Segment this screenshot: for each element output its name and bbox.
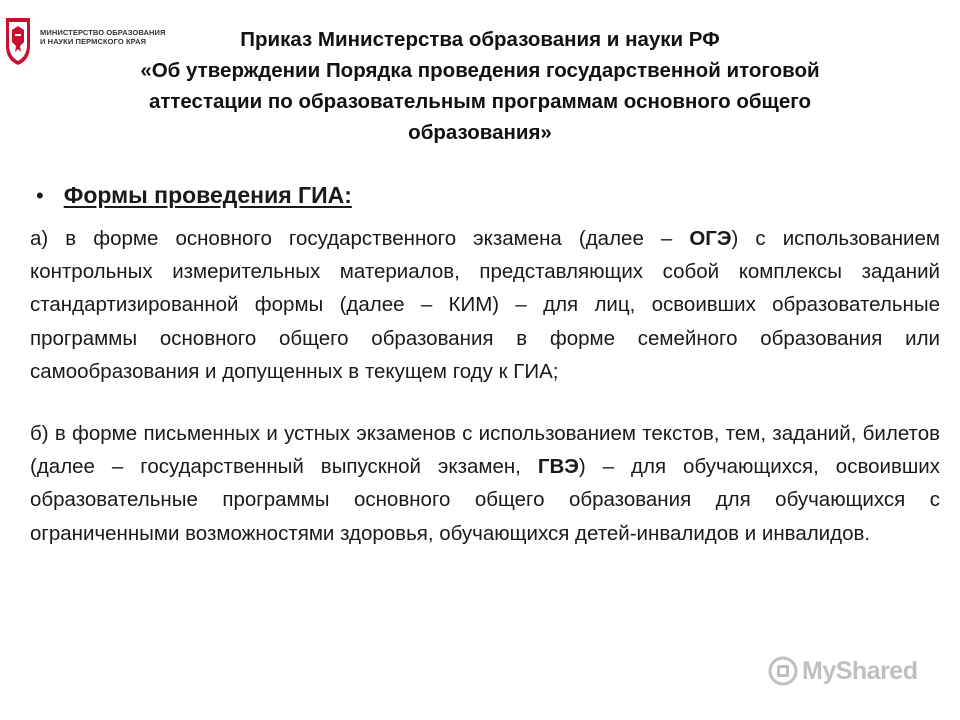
ministry-name-line2: И НАУКИ ПЕРМСКОГО КРАЯ xyxy=(40,37,147,46)
title-line-1: Приказ Министерства образования и науки РФ xyxy=(240,28,720,51)
title-line-4: образования» xyxy=(408,121,552,144)
page-title xyxy=(60,24,900,148)
title-line-3: аттестации по образовательным программам основного общего xyxy=(148,90,812,113)
oge-abbreviation: ОГЭ xyxy=(689,227,732,250)
paragraph-b-text-2: ) – для обучающихся, освоивших образовательные программы основного общего образования для обучающихся с ограниченными возможностями здоровья, обучающихся детей-инвалидов и инвалидов. xyxy=(30,455,940,545)
ministry-name-line1: МИНИСТЕРСТВО ОБРАЗОВАНИЯ xyxy=(40,28,166,37)
section-heading: Формы проведения ГИА: xyxy=(63,182,352,208)
bullet-icon: • xyxy=(36,182,44,208)
paragraph-a xyxy=(30,222,940,388)
myshared-watermark xyxy=(768,656,917,686)
paragraph-b xyxy=(30,417,940,550)
title-line-2: «Об утверждении Порядка проведения государственной итоговой xyxy=(140,59,820,82)
perm-crest-icon xyxy=(4,16,32,66)
myshared-logo-icon xyxy=(768,656,798,686)
watermark-text: MyShared xyxy=(802,656,918,685)
paragraph-a-text-2: ) с использованием контрольных измерительных материалов, представляющих собой комплексы заданий стандартизированной формы (далее – КИМ) – для лиц, освоивших образовательные программы основного общего образования в форме семейного образования или самообразования и допущенных в текущем году к ГИА; xyxy=(30,227,940,383)
gve-abbreviation: ГВЭ xyxy=(537,455,579,479)
section-heading-row xyxy=(36,182,352,209)
paragraph-a-text-1: а) в форме основного государственного экзамена (далее – xyxy=(30,227,690,250)
paragraph-b-text-1: б) в форме письменных и устных экзаменов с использованием текстов, тем, заданий, билетов (далее – государственный выпускной экзамен, xyxy=(30,422,940,479)
